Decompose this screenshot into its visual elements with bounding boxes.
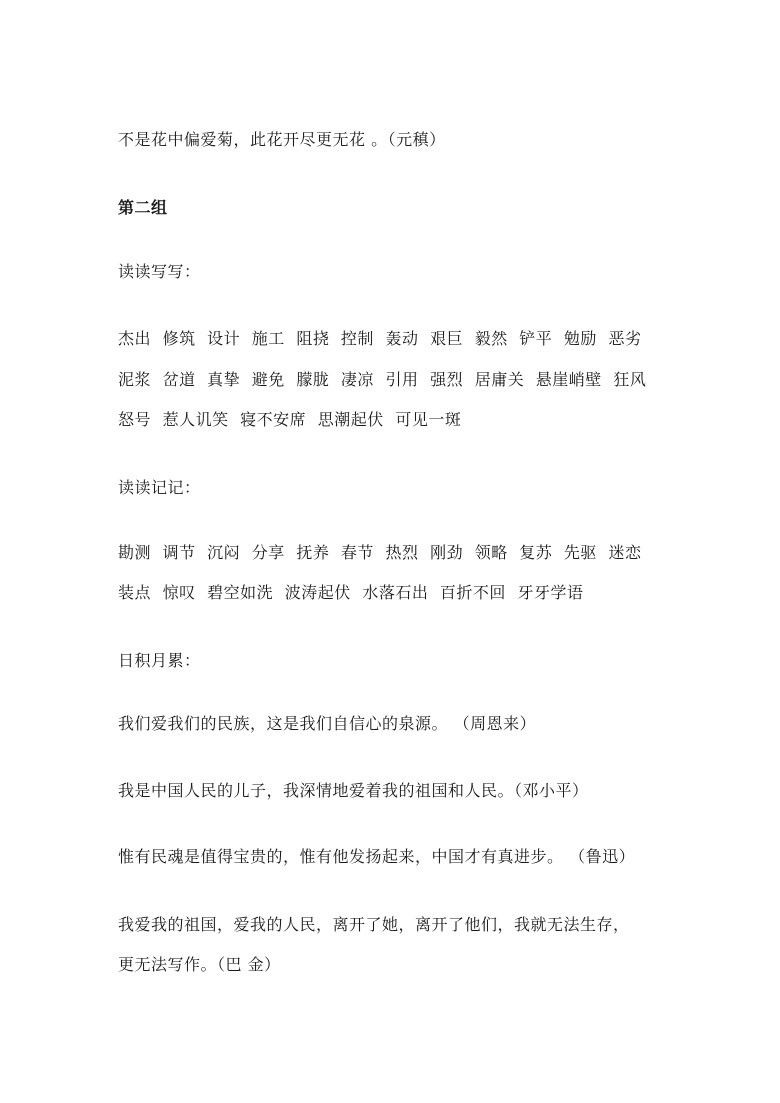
read-write-row: 泥浆 岔道 真挚 避免 朦胧 凄凉 引用 强烈 居庸关 悬崖峭壁 狂风: [118, 370, 647, 389]
read-remember-row: 勘测 调节 沉闷 分享 抚养 春节 热烈 刚劲 领略 复苏 先驱 迷恋: [118, 543, 642, 562]
accumulate-label: 日积月累：: [118, 651, 201, 670]
read-write-row: 怒号 惹人讥笑 寝不安席 思潮起伏 可见一斑: [118, 410, 462, 429]
read-write-label: 读读写写：: [118, 262, 201, 281]
group-title: 第二组: [118, 198, 168, 217]
poem-line: 不是花中偏爱菊，此花开尽更无花 。（元稹）: [118, 130, 446, 149]
read-remember-label: 读读记记：: [118, 478, 201, 497]
quote-line: 更无法写作。（巴 金）: [118, 955, 281, 974]
quote-line: 惟有民魂是值得宝贵的，惟有他发扬起来，中国才有真进步。 （鲁迅）: [118, 847, 636, 866]
read-write-row: 杰出 修筑 设计 施工 阻挠 控制 轰动 艰巨 毅然 铲平 勉励 恶劣: [118, 329, 642, 348]
quote-line: 我们爱我们的民族，这是我们自信心的泉源。 （周恩来）: [118, 714, 537, 733]
quote-line: 我爱我的祖国，爱我的人民，离开了她，离开了他们，我就无法生存，: [118, 915, 630, 934]
quote-line: 我是中国人民的儿子，我深情地爱着我的祖国和人民。（邓小平）: [118, 781, 589, 800]
read-remember-row: 装点 惊叹 碧空如洗 波涛起伏 水落石出 百折不回 牙牙学语: [118, 583, 584, 602]
